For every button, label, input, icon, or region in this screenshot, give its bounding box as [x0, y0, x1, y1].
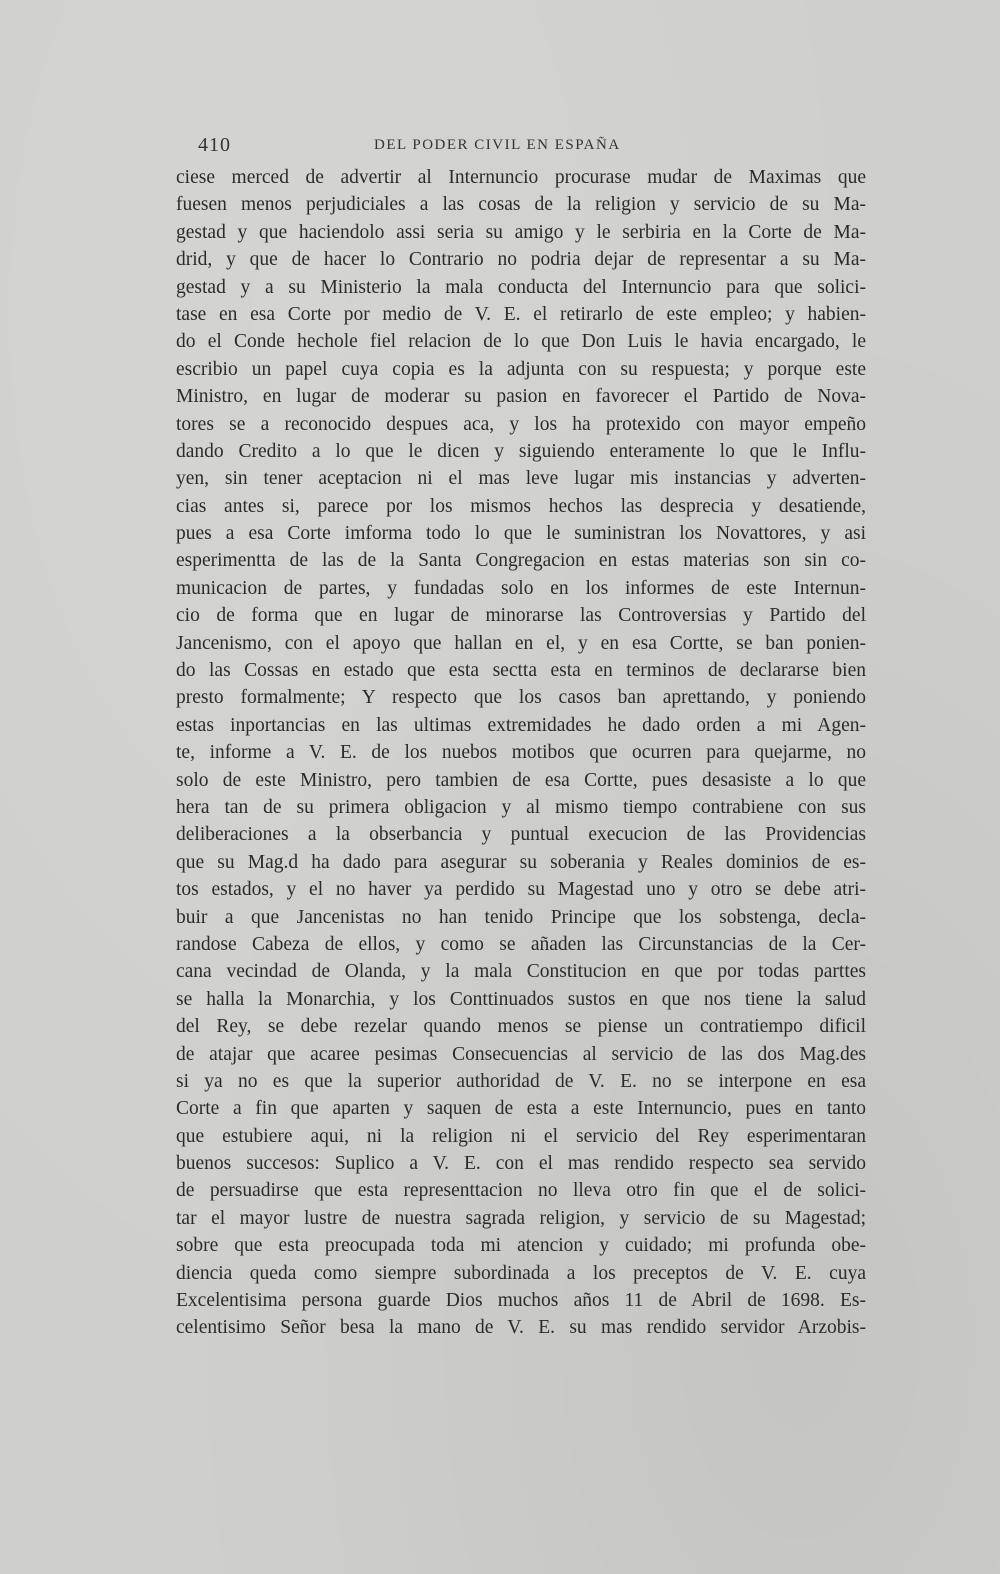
- text-line: que estubiere aqui, ni la religion ni el servicio del Rey esperimentaran: [176, 1125, 866, 1147]
- text-line: do el Conde hechole fiel relacion de lo que Don Luis le havia encargado, le: [176, 331, 866, 353]
- text-line: pues a esa Corte imforma todo lo que le suministran los Novattores, y asi: [176, 523, 866, 545]
- page-header: [198, 134, 868, 156]
- page-number: 410: [198, 134, 231, 156]
- text-line: municacion de partes, y fundadas solo en los informes de este Internun-: [176, 577, 866, 599]
- text-line: gestad y a su Ministerio la mala conducta del Internuncio para que solici-: [176, 276, 866, 298]
- running-title: DEL PODER CIVIL EN ESPAÑA: [374, 137, 621, 153]
- text-line: te, informe a V. E. de los nuebos motibos que ocurren para quejarme, no: [176, 742, 866, 764]
- text-line: Jancenismo, con el apoyo que hallan en el, y en esa Cortte, se ban ponien-: [176, 632, 866, 654]
- text-line: tase en esa Corte por medio de V. E. el retirarlo de este empleo; y habien-: [176, 303, 866, 325]
- text-line: ciese merced de advertir al Internuncio procurase mudar de Maximas que: [176, 167, 866, 188]
- text-line: tar el mayor lustre de nuestra sagrada religion, y servicio de su Magestad;: [176, 1207, 866, 1229]
- text-line: do las Cossas en estado que esta sectta esta en terminos de declararse bien: [176, 660, 866, 682]
- text-line: de persuadirse que esta representtacion no lleva otro fin que el de solici-: [176, 1180, 866, 1202]
- text-line: hera tan de su primera obligacion y al mismo tiempo contrabiene con sus: [176, 796, 866, 818]
- text-line: que su Mag.d ha dado para asegurar su soberania y Reales dominios de es-: [176, 851, 866, 873]
- text-line: se halla la Monarchia, y los Conttinuados sustos en que nos tiene la salud: [176, 988, 866, 1010]
- text-line: gestad y que haciendolo assi seria su amigo y le serbiria en la Corte de Ma-: [176, 221, 866, 243]
- text-line: sobre que esta preocupada toda mi atencion y cuidado; mi profunda obe-: [176, 1235, 866, 1257]
- text-line: cana vecindad de Olanda, y la mala Constitucion en que por todas parttes: [176, 961, 866, 983]
- text-line: cias antes si, parece por los mismos hechos las desprecia y desatiende,: [176, 495, 866, 517]
- text-line: presto formalmente; Y respecto que los casos ban aprettando, y poniendo: [176, 687, 866, 709]
- text-line: estas inportancias en las ultimas extremidades he dado orden a mi Agen-: [176, 714, 866, 736]
- text-line: fuesen menos perjudiciales a las cosas de la religion y servicio de su Ma-: [176, 194, 866, 216]
- text-line: tos estados, y el no haver ya perdido su Magestad uno y otro se debe atri-: [176, 879, 866, 901]
- text-line: si ya no es que la superior authoridad de V. E. no se interpone en esa: [176, 1070, 866, 1092]
- text-line: drid, y que de hacer lo Contrario no podria dejar de representar a su Ma-: [176, 249, 866, 271]
- text-line: dando Credito a lo que le dicen y siguiendo enteramente lo que le Influ-: [176, 440, 866, 462]
- text-line: deliberaciones a la obserbancia y puntual execucion de las Providencias: [176, 824, 866, 846]
- text-line: diencia queda como siempre subordinada a los preceptos de V. E. cuya: [176, 1262, 866, 1284]
- text-line: de atajar que acaree pesimas Consecuencias al servicio de las dos Mag.des: [176, 1043, 866, 1065]
- text-line: escribio un papel cuya copia es la adjunta con su respuesta; y porque este: [176, 358, 866, 380]
- text-line: Ministro, en lugar de moderar su pasion en favorecer el Partido de Nova-: [176, 386, 866, 408]
- text-line: esperimentta de las de la Santa Congregacion en estas materias son sin co-: [176, 550, 866, 572]
- text-line: tores se a reconocido despues aca, y los ha protexido con mayor empeño: [176, 413, 866, 435]
- text-line: cio de forma que en lugar de minorarse las Controversias y Partido del: [176, 605, 866, 627]
- text-line: Excelentisima persona guarde Dios muchos años 11 de Abril de 1698. Es-: [176, 1290, 866, 1312]
- text-line: yen, sin tener aceptacion ni el mas leve lugar mis instancias y adverten-: [176, 468, 866, 490]
- text-line: del Rey, se debe rezelar quando menos se piense un contratiempo dificil: [176, 1016, 866, 1038]
- text-line: Corte a fin que aparten y saquen de esta a este Internuncio, pues en tanto: [176, 1098, 866, 1120]
- text-line: randose Cabeza de ellos, y como se añaden las Circunstancias de la Cer-: [176, 933, 866, 955]
- text-line: celentisimo Señor besa la mano de V. E. su mas rendido servidor Arzobis-: [176, 1317, 866, 1339]
- text-line: buenos succesos: Suplico a V. E. con el mas rendido respecto sea servido: [176, 1153, 866, 1175]
- text-line: solo de este Ministro, pero tambien de esa Cortte, pues desasiste a lo que: [176, 769, 866, 791]
- text-line: buir a que Jancenistas no han tenido Principe que los sobstenga, decla-: [176, 906, 866, 928]
- body-text: [176, 164, 866, 1342]
